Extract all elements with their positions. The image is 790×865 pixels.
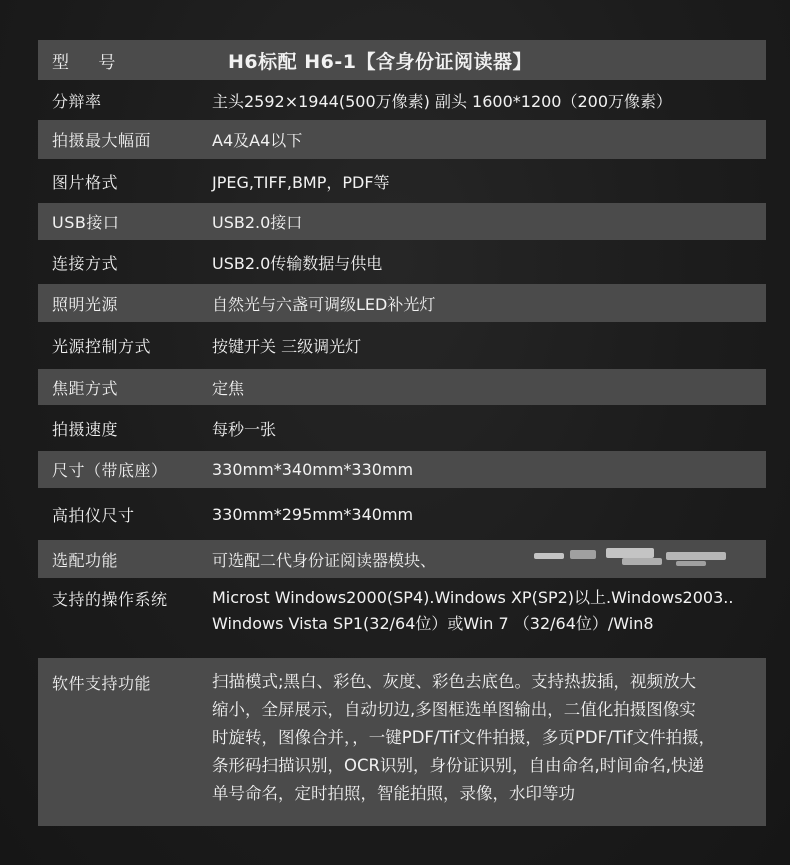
spec-label: 光源控制方式 (52, 337, 152, 356)
os-line: Microst Windows2000(SP4).Windows XP(SP2)以上.Windows2003.. (212, 588, 734, 607)
spec-label: 连接方式 (52, 253, 119, 273)
spec-value: JPEG,TIFF,BMP，PDF等 (212, 172, 390, 192)
spec-label: USB接口 (52, 213, 120, 232)
spec-row-os (38, 578, 766, 658)
spec-value: USB2.0接口 (212, 213, 303, 232)
spec-label: 图片格式 (52, 172, 119, 192)
spec-row-focus (38, 369, 766, 405)
spec-row-usb (38, 203, 766, 240)
spec-label: 支持的操作系统 (52, 590, 168, 609)
spec-row-speed (38, 405, 766, 451)
spec-label: 分辩率 (52, 91, 102, 111)
spec-value: 可选配二代身份证阅读器模块、 (212, 550, 437, 570)
model-label: 型 号 (52, 52, 128, 73)
spec-value: 自然光与六盏可调级LED补光灯 (212, 294, 436, 314)
spec-label: 高拍仪尺寸 (52, 505, 135, 525)
spec-row-model (38, 40, 766, 80)
spec-row-device-size (38, 488, 766, 540)
spec-value: 330mm*340mm*330mm (212, 460, 414, 479)
spec-row-connection (38, 240, 766, 284)
spec-label: 照明光源 (52, 294, 119, 314)
spec-row-light-control (38, 322, 766, 369)
software-line: 缩小，全屏展示，自动切边,多图框选单图输出，二值化拍摄图像实 (212, 700, 696, 719)
spec-row-software (38, 658, 766, 826)
smudge-mark (526, 544, 736, 570)
spec-value: 主头2592×1944(500万像素) 副头 1600*1200（200万像素） (212, 91, 673, 111)
spec-label: 尺寸（带底座） (52, 461, 168, 480)
spec-value: USB2.0传输数据与供电 (212, 253, 383, 273)
software-lines (212, 668, 715, 808)
spec-table (38, 40, 766, 826)
spec-value: 定焦 (212, 378, 245, 398)
spec-value: A4及A4以下 (212, 131, 303, 150)
spec-row-max-size (38, 120, 766, 159)
spec-label: 拍摄最大幅面 (52, 131, 152, 150)
software-line: 条形码扫描识别，OCR识别，身份证识别，自由命名,时间命名,快递 (212, 756, 704, 775)
spec-label: 焦距方式 (52, 378, 119, 398)
spec-label: 选配功能 (52, 550, 119, 570)
software-line: 单号命名，定时拍照，智能拍照，录像，水印等功 (212, 784, 575, 803)
spec-row-size-base (38, 451, 766, 488)
spec-value: 每秒一张 (212, 419, 277, 439)
spec-row-lighting (38, 284, 766, 322)
spec-value: 按键开关 三级调光灯 (212, 337, 362, 356)
os-line: Windows Vista SP1(32/64位）或Win 7 （32/64位）/Win8 (212, 614, 654, 633)
model-value: H6标配 H6-1【含身份证阅读器】 (228, 50, 532, 73)
spec-row-optional (38, 540, 766, 578)
software-line: 扫描模式;黑白、彩色、灰度、彩色去底色。支持热拔插，视频放大 (212, 672, 697, 691)
software-line: 时旋转，图像合并，，一键PDF/Tif文件拍摄，多页PDF/Tif文件拍摄， (212, 728, 716, 747)
spec-row-image-format (38, 159, 766, 203)
spec-label: 软件支持功能 (52, 674, 152, 693)
spec-label: 拍摄速度 (52, 419, 119, 439)
os-lines (212, 585, 733, 637)
spec-row-resolution (38, 80, 766, 120)
spec-value: 330mm*295mm*340mm (212, 504, 414, 524)
